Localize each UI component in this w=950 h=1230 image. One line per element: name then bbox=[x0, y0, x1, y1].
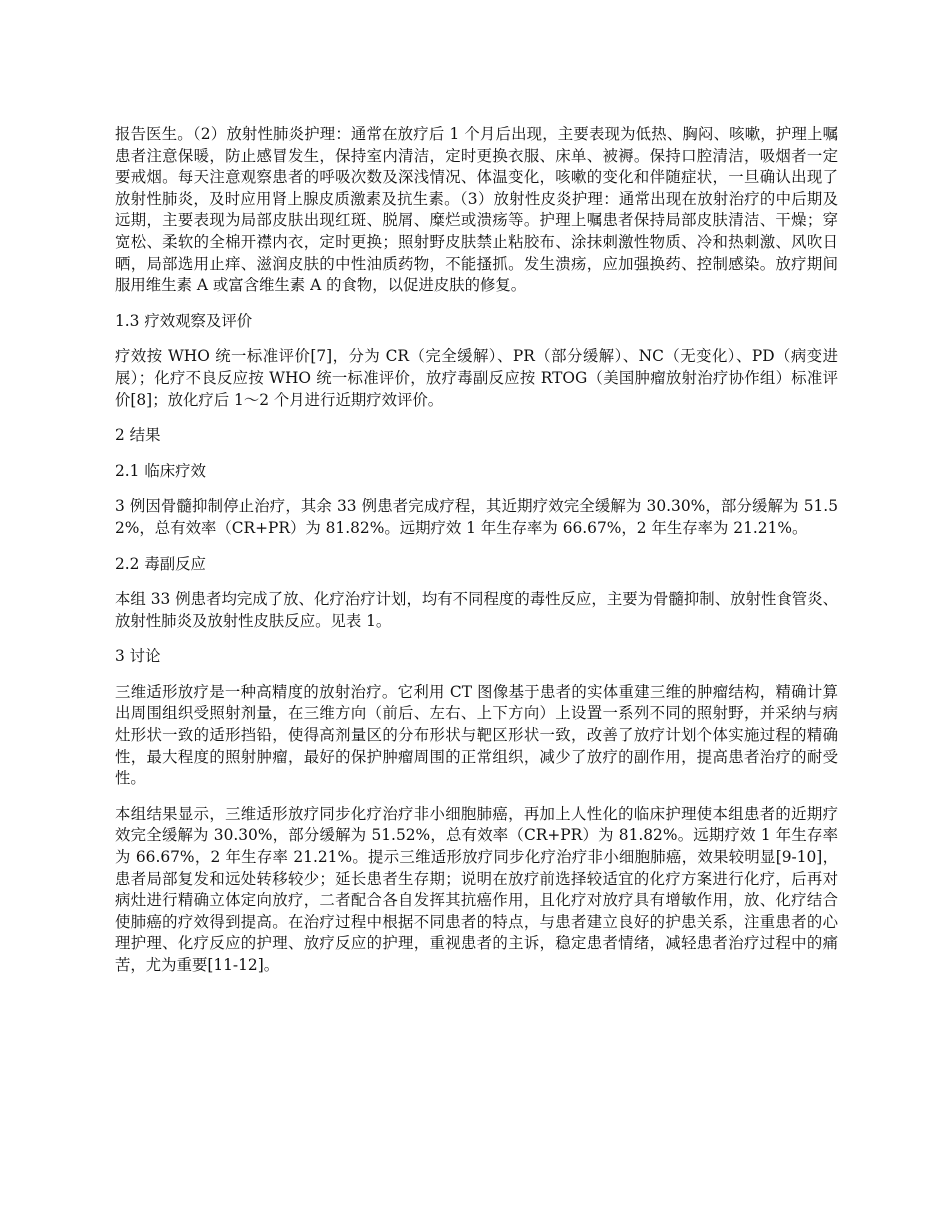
paragraph-efficacy-evaluation: 疗效按 WHO 统一标准评价[7]，分为 CR（完全缓解）、PR（部分缓解）、NC（无变化）、PD（病变进展）；化疗不良反应按 WHO 统一标准评价，放疗毒副反应按 RTOG（美国肿瘤放射治疗协作组）标准评价[8]；放化疗后 1～2 个月进行近期疗效评价。 bbox=[115, 347, 838, 409]
section-heading-3: 3 讨论 bbox=[115, 647, 161, 666]
paragraph-side-effects: 本组 33 例患者均完成了放、化疗治疗计划，均有不同程度的毒性反应，主要为骨髓抑制、放射性食管炎、放射性肺炎及放射性皮肤反应。见表 1。 bbox=[115, 590, 838, 630]
paragraph-radiation-nursing: 报告医生。（2）放射性肺炎护理：通常在放疗后 1 个月后出现，主要表现为低热、胸闷、咳嗽，护理上嘱患者注意保暖，防止感冒发生，保持室内清洁，定时更换衣服、床单、被褥。保持口腔清洁，吸烟者一定要戒烟。每天注意观察患者的呼吸次数及深浅情况、体温变化，咳嗽的变化和伴随症状，一旦确认出现了放射性肺炎，及时应用肾上腺皮质激素及抗生素。（3）放射性皮炎护理：通常出现在放射治疗的中后期及远期，主要表现为局部皮肤出现红斑、脱屑、糜烂或溃疡等。护理上嘱患者保持局部皮肤清洁、干燥；穿宽松、柔软的全棉开襟内衣，定时更换；照射野皮肤禁止粘胶布、涂抹刺激性物质、冷和热刺激、风吹日晒，局部选用止痒、滋润皮肤的中性油质药物，不能搔抓。发生溃疡，应加强换药、控制感染。放疗期间服用维生素 A 或富含维生素 A 的食物，以促进皮肤的修复。 bbox=[115, 125, 838, 295]
paragraph-discussion-results: 本组结果显示，三维适形放疗同步化疗治疗非小细胞肺癌，再加上人性化的临床护理使本组患者的近期疗效完全缓解为 30.30%，部分缓解为 51.52%，总有效率（CR+PR）为 81.82%。远期疗效 1 年生存率为 66.67%，2 年生存率 21.21%。提示三维适形放疗同步化疗治疗非小细胞肺癌，效果较明显[9-10]，患者局部复发和远处转移较少；延长患者生存期；说明在放疗前选择较适宜的化疗方案进行化疗，后再对病灶进行精确立体定向放疗，二者配合各自发挥其抗癌作用，且化疗对放疗具有增敏作用，放、化疗结合使肺癌的疗效得到提高。在治疗过程中根据不同患者的特点，与患者建立良好的护患关系，注重患者的心理护理、化疗反应的护理、放疗反应的护理，重视患者的主诉，稳定患者情绪，减轻患者治疗过程中的痛苦，尤为重要[11-12]。 bbox=[115, 804, 838, 974]
paragraph-discussion-3dcrt: 三维适形放疗是一种高精度的放射治疗。它利用 CT 图像基于患者的实体重建三维的肿瘤结构，精确计算出周围组织受照射剂量，在三维方向（前后、左右、上下方向）上设置一系列不同的照射野，并采纳与病灶形状一致的适形挡铅，使得高剂量区的分布形状与靶区形状一致，改善了放疗计划个体实施过程的精确性，最大程度的照射肿瘤，最好的保护肿瘤周围的正常组织，减少了放疗的副作用，提高患者治疗的耐受性。 bbox=[115, 682, 838, 788]
section-heading-2-1: 2.1 临床疗效 bbox=[115, 461, 206, 480]
section-heading-1-3: 1.3 疗效观察及评价 bbox=[115, 311, 253, 330]
paragraph-clinical-efficacy: 3 例因骨髓抑制停止治疗，其余 33 例患者完成疗程，其近期疗效完全缓解为 30.30%，部分缓解为 51.52%，总有效率（CR+PR）为 81.82%。远期疗效 1 年生存率为 66.67%，2 年生存率为 21.21%。 bbox=[115, 497, 838, 537]
section-heading-2-2: 2.2 毒副反应 bbox=[115, 554, 206, 573]
section-heading-2: 2 结果 bbox=[115, 426, 161, 445]
document-page bbox=[115, 124, 838, 991]
